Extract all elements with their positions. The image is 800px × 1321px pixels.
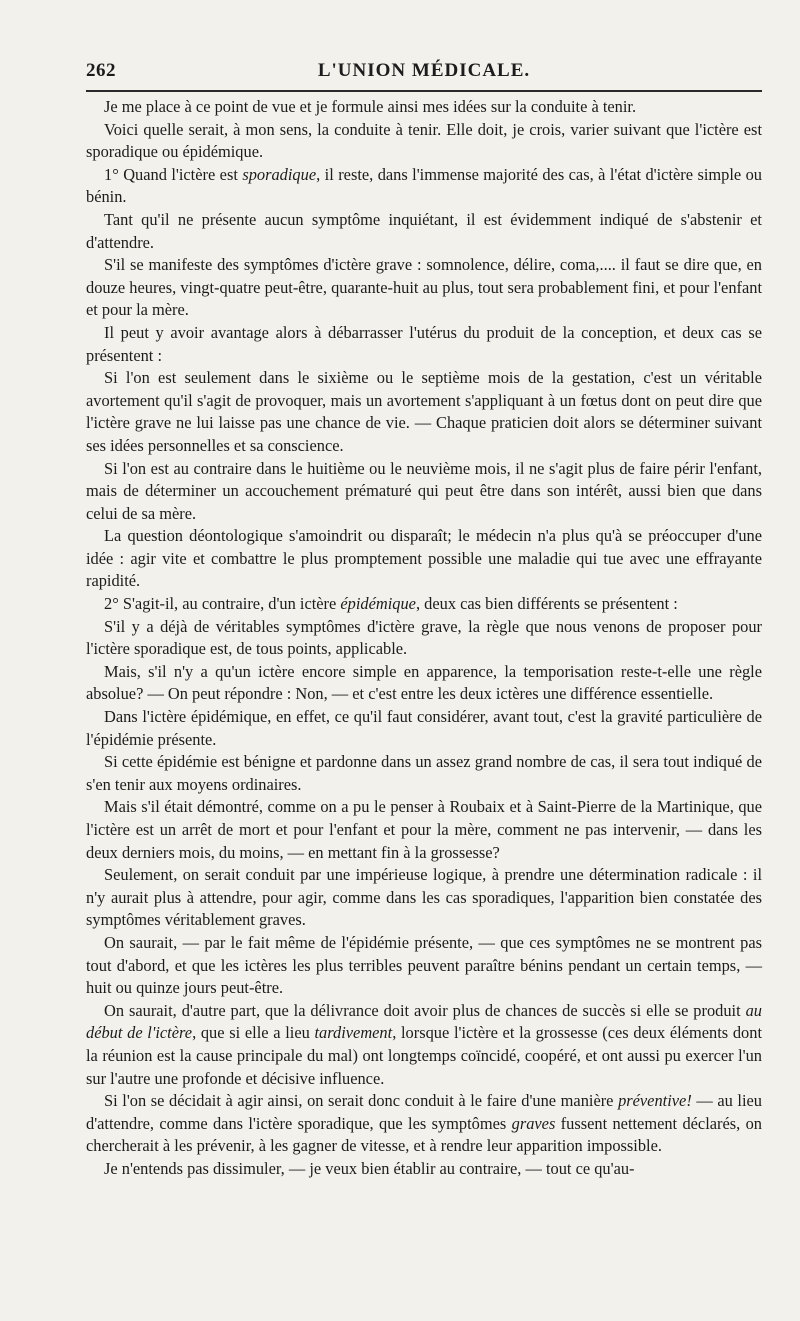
page-number: 262 (86, 60, 116, 81)
italic-text: préventive! (618, 1091, 692, 1111)
italic-text: sporadique (242, 164, 317, 184)
paragraph (86, 593, 762, 616)
paragraph (86, 458, 762, 526)
paragraph (86, 932, 762, 1000)
text-run: On saurait, d'autre part, que la délivrance doit avoir plus de chances de succès si elle se produit (104, 1000, 746, 1020)
text-run: , lorsque l'ictère et la grossesse (ces deux éléments dont la réunion est la cause principale du mal) ont longtemps coïncidé, coopéré, et ont aussi pu exercer l'un sur l'autre une profonde et décisive influence. (86, 1023, 762, 1088)
paragraph (86, 209, 762, 254)
paragraph (86, 1000, 762, 1090)
paragraph (86, 661, 762, 706)
text-run: Je n'entends pas dissimuler, — je veux bien établir au contraire, — tout ce qu'au- (104, 1158, 635, 1178)
italic-text: tardivement (314, 1023, 393, 1043)
paragraph (86, 864, 762, 932)
text-run: Dans l'ictère épidémique, en effet, ce qu'il faut considérer, avant tout, c'est la gravité particulière de l'épidémie présente. (86, 707, 762, 749)
paragraph (86, 796, 762, 864)
page-header (86, 52, 762, 92)
text-run: On saurait, — par le fait même de l'épidémie présente, — que ces symptômes ne se montrent pas tout d'abord, et que les ictères les plus terribles peuvent paraître bénins pendant un certain temps, — huit ou quinze jours peut-être. (86, 932, 762, 998)
paragraph (86, 1090, 762, 1158)
text-run: Mais, s'il n'y a qu'un ictère encore simple en apparence, la temporisation reste-t-elle une règle absolue? — On peut répondre : Non, — et c'est entre les deux ictères une différence essentielle. (86, 661, 762, 704)
text-run: Si l'on se décidait à agir ainsi, on serait donc conduit à le faire d'une manière (104, 1091, 619, 1111)
text-run: , il reste, dans l'immense majorité des cas, à l'état d'ictère simple ou bénin. (86, 164, 762, 207)
text-run: Seulement, on serait conduit par une impérieuse logique, à prendre une détermination radicale : il n'y aurait plus à attendre, pour agir, comme dans les cas sporadiques, l'apparition bien constatée des symptômes véritablement graves. (86, 865, 762, 930)
text-run: fussent nettement déclarés, on chercherait à les prévenir, à les gagner de vitesse, et à rendre leur apparition impossible. (86, 1113, 762, 1156)
text-run: Si l'on est seulement dans le sixième ou le septième mois de la gestation, c'est un véritable avortement qu'il s'agit de provoquer, mais un avortement s'appliquant à un fœtus dont on peut dire que l'ictère grave ne lui laisse pas une chance de vie. — Chaque praticien doit alors se déterminer suivant ses idées personnelles et sa conscience. (86, 368, 762, 455)
text-run: Il peut y avoir avantage alors à débarrasser l'utérus du produit de la conception, et deux cas se présentent : (86, 322, 762, 365)
italic-text: épidémique (340, 594, 416, 614)
text-run: Voici quelle serait, à mon sens, la conduite à tenir. Elle doit, je crois, varier suivant que l'ictère est sporadique ou épidémique. (86, 119, 762, 162)
body-text (86, 96, 762, 1181)
paragraph (86, 616, 762, 661)
paragraph (86, 525, 762, 593)
paragraph (86, 119, 762, 164)
text-run: , deux cas bien différents se présentent : (415, 594, 678, 614)
paragraph (86, 1158, 762, 1181)
text-run: 2° S'agit-il, au contraire, d'un ictère (104, 594, 341, 614)
paragraph (86, 254, 762, 322)
text-run: La question déontologique s'amoindrit ou disparaît; le médecin n'a plus qu'à se préoccuper d'une idée : agir vite et combattre le plus promptement possible une maladie qui tue avec une effrayante rapidité. (86, 526, 762, 591)
paragraph (86, 322, 762, 367)
paragraph (86, 96, 762, 119)
text-run: S'il y a déjà de véritables symptômes d'ictère grave, la règle que nous venons de proposer pour l'ictère sporadique est, de tous points, applicable. (86, 616, 762, 659)
text-run: Si l'on est au contraire dans le huitième ou le neuvième mois, il ne s'agit plus de faire périr l'enfant, mais de déterminer un accouchement prématuré qui peut être dans son intérêt, aussi bien que dans celui de sa mère. (86, 458, 762, 523)
text-run: Je me place à ce point de vue et je formule ainsi mes idées sur la conduite à tenir. (104, 97, 637, 116)
italic-text: graves (511, 1113, 556, 1133)
text-run: , que si elle a lieu (192, 1023, 315, 1043)
text-run: 1° Quand l'ictère est (104, 164, 243, 184)
running-title: L'UNION MÉDICALE. (317, 60, 531, 81)
italic-text: au début de l'ictère (86, 1000, 762, 1043)
paragraph (86, 751, 762, 796)
text-run: Tant qu'il ne présente aucun symptôme inquiétant, il est évidemment indiqué de s'abstenir et d'attendre. (86, 209, 762, 252)
paragraph (86, 367, 762, 457)
text-run: — au lieu d'attendre, comme dans l'ictère sporadique, que les symptômes (86, 1091, 763, 1133)
text-run: S'il se manifeste des symptômes d'ictère grave : somnolence, délire, coma,.... il faut se dire que, en douze heures, vingt-quatre peut-être, quarante-huit au plus, tout sera probablement fini, et pour l'enfant et pour la mère. (86, 255, 762, 320)
paragraph (86, 706, 762, 751)
text-run: Mais s'il était démontré, comme on a pu le penser à Roubaix et à Saint-Pierre de la Martinique, que l'ictère est un arrêt de mort et pour l'enfant et pour la mère, comment ne pas intervenir, — dans les deux derniers mois, du moins, — en mettant fin à la grossesse? (86, 797, 762, 862)
paragraph (86, 164, 762, 209)
text-run: Si cette épidémie est bénigne et pardonne dans un assez grand nombre de cas, il sera tout indiqué de s'en tenir aux moyens ordinaires. (86, 752, 762, 794)
